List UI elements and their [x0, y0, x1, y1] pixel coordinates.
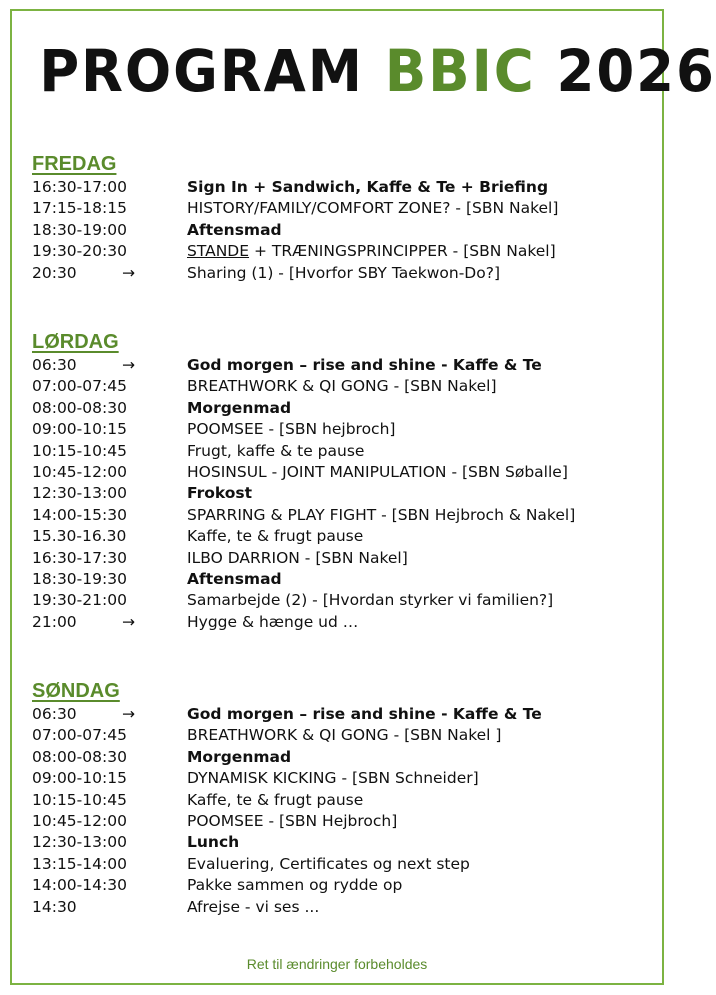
arrow-right-icon: →: [122, 356, 135, 374]
arrow-right-icon: →: [122, 612, 135, 631]
event: SPARRING & PLAY FIGHT - [SBN Hejbroch & Nakel]: [187, 505, 576, 524]
schedule-row: [32, 376, 652, 397]
time: 18:30-19:00: [32, 220, 127, 239]
schedule-row: [32, 897, 652, 918]
event: POOMSEE - [SBN hejbroch]: [187, 420, 396, 439]
event-underlined: STANDE: [187, 242, 250, 261]
time: 10:15-10:45: [32, 441, 127, 460]
time: 10:15-10:45: [32, 790, 127, 809]
time: 12:30-13:00: [32, 484, 127, 503]
event: HOSINSUL - JOINT MANIPULATION - [SBN Søballe]: [187, 462, 568, 481]
time: 08:00-08:30: [32, 747, 127, 766]
time: 15.30-16.30: [32, 527, 127, 546]
time: 19:30-20:30: [32, 242, 127, 261]
schedule-row: [32, 569, 652, 590]
event: Frokost: [187, 484, 253, 503]
event: Kaffe, te & frugt pause: [187, 527, 364, 546]
schedule-row: [32, 832, 652, 853]
time: 18:30-19:30: [32, 569, 127, 588]
arrow-right-icon: →: [122, 705, 135, 723]
event: Pakke sammen og rydde op: [187, 876, 403, 895]
event: HISTORY/FAMILY/COMFORT ZONE? - [SBN Nakel]: [187, 199, 559, 218]
schedule-row: [32, 747, 652, 768]
schedule-row: [32, 612, 652, 633]
schedule-row: [32, 505, 652, 526]
event: BREATHWORK & QI GONG - [SBN Nakel ]: [187, 726, 502, 745]
schedule-row: [32, 704, 652, 725]
page-title: [39, 34, 716, 108]
time: 12:30-13:00: [32, 833, 127, 852]
section-fredag: [32, 151, 652, 284]
schedule-row: [32, 854, 652, 875]
schedule-row: [32, 875, 652, 896]
time: 16:30-17:30: [32, 548, 127, 567]
event: Aftensmad: [187, 569, 282, 588]
time: 10:45-12:00: [32, 462, 127, 481]
schedule-row: [32, 790, 652, 811]
time: 21:00: [32, 612, 77, 631]
schedule-row: [32, 177, 652, 198]
schedule-row: [32, 398, 652, 419]
time: 06:30: [32, 705, 77, 723]
footer-note: Ret til ændringer forbeholdes: [246, 956, 428, 972]
event: Samarbejde (2) - [Hvordan styrker vi familien?]: [187, 591, 554, 610]
schedule-row: [32, 355, 652, 376]
time: 10:45-12:00: [32, 811, 127, 830]
title-year: 2026: [556, 37, 716, 105]
day-heading: SØNDAG: [32, 680, 120, 702]
event: God morgen – rise and shine - Kaffe & Te: [187, 705, 542, 723]
time: 07:00-07:45: [32, 377, 127, 396]
day-heading: LØRDAG: [32, 331, 119, 353]
event: POOMSEE - [SBN Hejbroch]: [187, 811, 398, 830]
section-lordag: [32, 329, 652, 633]
schedule-row: [32, 811, 652, 832]
time: 17:15-18:15: [32, 199, 127, 218]
event: Morgenmad: [187, 747, 292, 766]
event: Hygge & hænge ud …: [187, 612, 359, 631]
schedule-row: [32, 263, 652, 284]
event: Afrejse - vi ses ...: [187, 897, 320, 916]
event: Sharing (1) - [Hvorfor SBY Taekwon-Do?]: [187, 263, 501, 282]
schedule-row: [32, 462, 652, 483]
event: [187, 241, 556, 262]
event: Aftensmad: [187, 220, 282, 239]
event: BREATHWORK & QI GONG - [SBN Nakel]: [187, 377, 497, 396]
event: Sign In + Sandwich, Kaffe & Te + Briefing: [187, 178, 549, 196]
day-heading: FREDAG: [32, 153, 117, 175]
time: 08:00-08:30: [32, 398, 127, 417]
event: Morgenmad: [187, 398, 292, 417]
event: Lunch: [187, 833, 240, 852]
arrow-right-icon: →: [122, 263, 135, 282]
event: Frugt, kaffe & te pause: [187, 441, 365, 460]
time: 07:00-07:45: [32, 726, 127, 745]
event: Kaffe, te & frugt pause: [187, 790, 364, 809]
section-sondag: [32, 678, 652, 918]
time: 06:30: [32, 356, 77, 374]
schedule-row: [32, 590, 652, 611]
schedule-row: [32, 526, 652, 547]
schedule-row: [32, 419, 652, 440]
event: ILBO DARRION - [SBN Nakel]: [187, 548, 408, 567]
schedule-row: [32, 768, 652, 789]
title-program: PROGRAM: [39, 37, 364, 105]
time: 09:00-10:15: [32, 769, 127, 788]
schedule-row: [32, 441, 652, 462]
event: God morgen – rise and shine - Kaffe & Te: [187, 356, 542, 374]
schedule-row: [32, 198, 652, 219]
schedule-row: [32, 220, 652, 241]
schedule-row: [32, 241, 652, 262]
time: 20:30: [32, 263, 77, 282]
time: 14:00-14:30: [32, 876, 127, 895]
title-bbic: BBIC: [384, 37, 536, 105]
time: 09:00-10:15: [32, 420, 127, 439]
time: 14:30: [32, 897, 77, 916]
schedule-row: [32, 483, 652, 504]
event: Evaluering, Certificates og next step: [187, 854, 470, 873]
event-rest: + TRÆNINGSPRINCIPPER - [SBN Nakel]: [249, 242, 556, 261]
time: 19:30-21:00: [32, 591, 127, 610]
time: 14:00-15:30: [32, 505, 127, 524]
schedule-row: [32, 725, 652, 746]
time: 13:15-14:00: [32, 854, 127, 873]
event: DYNAMISK KICKING - [SBN Schneider]: [187, 769, 479, 788]
time: 16:30-17:00: [32, 178, 127, 196]
schedule-row: [32, 548, 652, 569]
